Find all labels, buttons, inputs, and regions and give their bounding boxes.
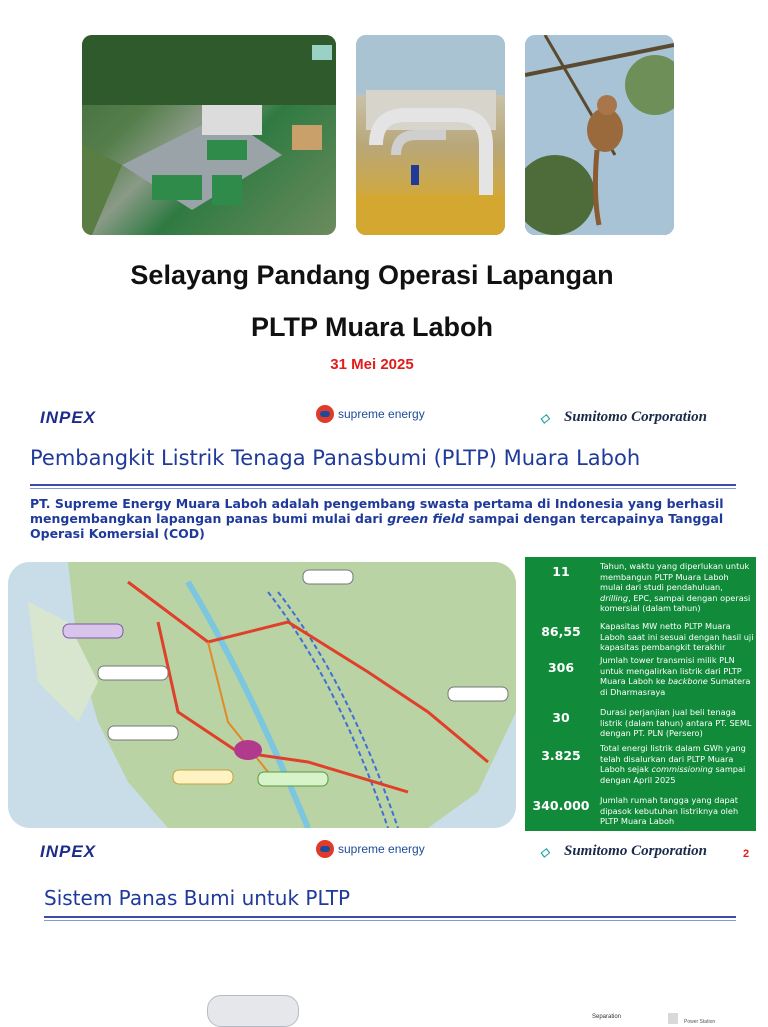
stat-number: 340.000 xyxy=(532,798,590,813)
stat-number: 306 xyxy=(547,660,575,675)
monkey-in-tree-photo xyxy=(525,35,674,235)
stat-description: Jumlah rumah tangga yang dapat dipasok kebutuhan listriknya oleh PLTP Muara Laboh xyxy=(600,795,739,826)
page-number: 2 xyxy=(743,848,750,860)
slide2-intro xyxy=(30,496,740,541)
stats-panel xyxy=(525,557,756,831)
stat-number: 86,55 xyxy=(541,624,581,639)
plant-piping-photo xyxy=(356,35,505,235)
cloud-shape xyxy=(207,995,299,1027)
slide2-title-rule xyxy=(30,484,736,486)
sumitomo-logo xyxy=(540,409,707,426)
stat-number: 30 xyxy=(552,710,570,725)
stat-number: 11 xyxy=(552,564,570,579)
slide3-title-rule-thin xyxy=(44,920,736,921)
power-plant-aerial-photo xyxy=(82,35,336,235)
intro-italic: green field xyxy=(387,511,465,526)
intro-text-1: PT. Supreme Energy Muara Laboh adalah pengembang swasta pertama di Indonesia yang berhasil mengembangkan lapangan panas bumi mulai dari xyxy=(30,496,724,526)
slide1-date: 31 Mei 2025 xyxy=(330,356,414,373)
slide3-title: Sistem Panas Bumi untuk PLTP xyxy=(44,886,351,910)
sumatra-map-illustration xyxy=(8,562,516,828)
intro-text-2: sampai dengan tercapainya Tanggal Operasi Komersial (COD) xyxy=(30,511,724,541)
sumitomo-icon: ◇ xyxy=(540,844,550,859)
stat-description: Durasi perjanjian jual beli tenaga listrik (dalam tahun) antara PT. SEML dengan PT. PLN (Persero) xyxy=(600,707,752,738)
sumatra-grid-map xyxy=(8,562,516,828)
supreme-energy-logo xyxy=(316,405,425,423)
slide1-title-line1: Selayang Pandang Operasi Lapangan xyxy=(130,260,614,290)
sumitomo-text: Sumitomo Corporation xyxy=(564,843,707,859)
diagram-box xyxy=(668,1013,678,1024)
supreme-energy-icon xyxy=(316,840,334,858)
stat-description: Kapasitas MW netto PLTP Muara Laboh saat ini sesuai dengan hasil uji kapasitas pembangkit terakhir xyxy=(600,621,754,652)
slide2-title: Pembangkit Listrik Tenaga Panasbumi (PLTP) Muara Laboh xyxy=(30,446,641,470)
sumitomo-icon: ◇ xyxy=(540,410,550,425)
monkey-in-tree-illustration xyxy=(525,35,674,235)
sumitomo-logo-2 xyxy=(540,843,707,860)
power-plant-aerial-illustration xyxy=(82,35,336,235)
stat-description: Total energi listrik dalam GWh yang telah disalurkan dari PLTP Muara Laboh sejak commissioning sampai dengan April 2025 xyxy=(600,743,746,785)
stat-description: Jumlah tower transmisi milik PLN untuk mengalirkan listrik dari PLTP Muara Laboh ke backbone Sumatera di Dharmasraya xyxy=(600,655,751,697)
inpex-logo-2: INPEX xyxy=(40,842,97,861)
slide3-title-rule xyxy=(44,916,736,918)
inpex-logo: INPEX xyxy=(40,408,97,427)
plant-piping-illustration xyxy=(356,35,505,235)
supreme-energy-logo-2 xyxy=(316,840,425,858)
supreme-energy-text: supreme energy xyxy=(338,407,425,421)
diagram-label-separation: Separation xyxy=(592,1014,622,1020)
slide2-title-rule-thin xyxy=(30,488,736,489)
sumitomo-text: Sumitomo Corporation xyxy=(564,409,707,425)
slide1-title-line2: PLTP Muara Laboh xyxy=(250,312,494,342)
supreme-energy-text: supreme energy xyxy=(338,842,425,856)
stat-description: Tahun, waktu yang diperlukan untuk membangun PLTP Muara Laboh mulai dari studi pendahuluan, drilling, EPC, sampai dengan operasi komersial (dalam tahun) xyxy=(600,561,751,613)
stat-number: 3.825 xyxy=(541,748,581,763)
diagram-label-power-station: Power Station xyxy=(684,1019,716,1025)
supreme-energy-icon xyxy=(316,405,334,423)
